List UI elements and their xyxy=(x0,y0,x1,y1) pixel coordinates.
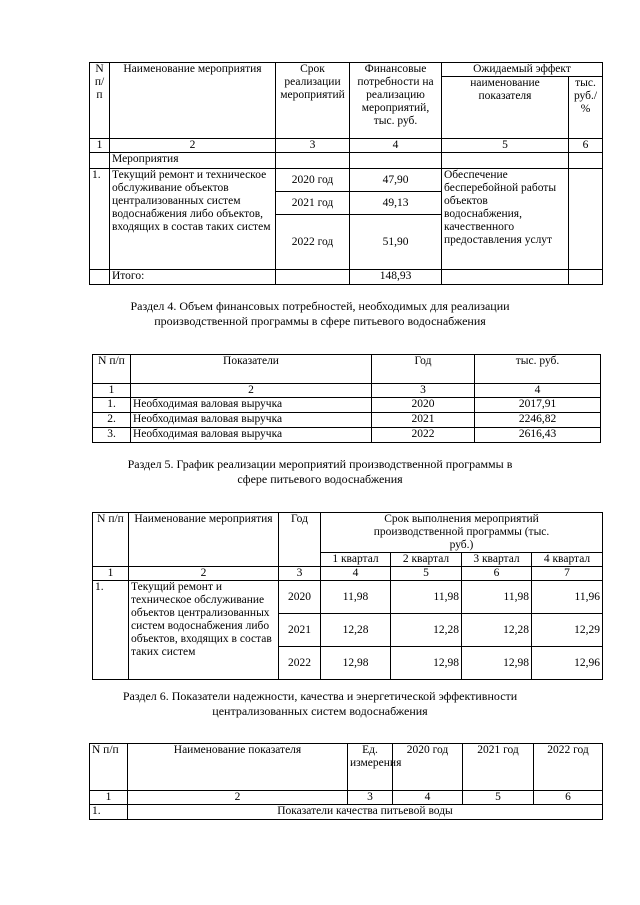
row-number: 1. xyxy=(93,398,131,413)
col-number: 1 xyxy=(90,139,110,153)
col-year-header: 2020 год xyxy=(393,744,463,791)
row-number: 3. xyxy=(93,428,131,443)
col-number: 5 xyxy=(463,791,534,805)
col-number: 5 xyxy=(442,139,569,153)
finance-value: 47,90 xyxy=(350,169,442,192)
col-indicators-header: Показатели xyxy=(131,355,372,384)
quarter-value: 12,96 xyxy=(532,647,603,680)
col-year-header: 2022 год xyxy=(534,744,603,791)
col-n-header: N п/ п xyxy=(90,63,110,139)
sum-value: 2246,82 xyxy=(475,413,601,428)
quarter-value: 11,96 xyxy=(532,581,603,614)
year-cell: 2021 год xyxy=(276,192,350,215)
section-5-caption: Раздел 5. График реализации мероприятий производственной программы в сфере питьевого водоснабжения xyxy=(127,457,513,486)
quarter-header: 4 квартал xyxy=(532,553,603,567)
quarter-value: 11,98 xyxy=(391,581,462,614)
col-number: 1 xyxy=(90,791,128,805)
year-cell: 2021 xyxy=(279,614,321,647)
col-name-header: Наименование мероприятия xyxy=(129,513,279,567)
quarter-value: 12,98 xyxy=(321,647,391,680)
col-unit-header: тыс. руб./ % xyxy=(569,77,603,139)
row-number: 1. xyxy=(93,581,129,680)
col-unit-header: Ед. измерения xyxy=(348,744,393,791)
col-number: 2 xyxy=(129,567,279,581)
year-cell: 2020 xyxy=(279,581,321,614)
col-n-header: N п/п xyxy=(93,355,131,384)
expected-effect: Обеспечение бесперебойной работы объектов водоснабжения, качественного предоставления услут xyxy=(442,169,569,270)
year-cell: 2020 xyxy=(372,398,475,413)
col-term-header: Срок выполнения мероприятий производственной программы (тыс. руб.) xyxy=(321,513,603,553)
measure-name: Текущий ремонт и техническое обслуживание объектов централизованных систем водоснабжения либо объектов, входящих в состав таких систем xyxy=(110,169,276,270)
col-number: 3 xyxy=(372,384,475,398)
col-number: 6 xyxy=(569,139,603,153)
quarter-header: 1 квартал xyxy=(321,553,391,567)
row-number: 2. xyxy=(93,413,131,428)
year-cell: 2021 xyxy=(372,413,475,428)
col-n-header: N п/п xyxy=(90,744,128,791)
col-number: 2 xyxy=(110,139,276,153)
sum-value: 2017,91 xyxy=(475,398,601,413)
schedule-table xyxy=(92,512,603,680)
col-number: 2 xyxy=(131,384,372,398)
row-number: 1. xyxy=(90,169,110,270)
program-measures-table xyxy=(89,62,603,285)
total-value: 148,93 xyxy=(350,270,442,285)
col-number: 3 xyxy=(348,791,393,805)
quarter-value: 12,98 xyxy=(462,647,532,680)
quarter-header: 2 квартал xyxy=(391,553,462,567)
col-number: 1 xyxy=(93,384,131,398)
section-4-caption: Раздел 4. Объем финансовых потребностей, необходимых для реализации производственной программы в сфере питьевого водоснабжения xyxy=(130,299,510,328)
col-number: 4 xyxy=(393,791,463,805)
col-finance-header: Финансовые потребности на реализацию мероприятий, тыс. руб. xyxy=(350,63,442,139)
col-number: 3 xyxy=(276,139,350,153)
col-number: 5 xyxy=(391,567,462,581)
revenue-table xyxy=(92,354,601,443)
indicator-name: Необходимая валовая выручка xyxy=(131,428,372,443)
col-year-header: Год xyxy=(279,513,321,567)
total-label: Итого: xyxy=(110,270,276,285)
quarter-value: 11,98 xyxy=(462,581,532,614)
indicator-name: Необходимая валовая выручка xyxy=(131,398,372,413)
col-sum-header: тыс. руб. xyxy=(475,355,601,384)
year-cell: 2022 xyxy=(372,428,475,443)
col-number: 6 xyxy=(534,791,603,805)
col-indicator-header: наименование показателя xyxy=(442,77,569,139)
col-name-header: Наименование показателя xyxy=(128,744,348,791)
col-number: 4 xyxy=(350,139,442,153)
sum-value: 2616,43 xyxy=(475,428,601,443)
year-cell: 2022 xyxy=(279,647,321,680)
finance-value: 51,90 xyxy=(350,215,442,270)
col-name-header: Наименование мероприятия xyxy=(110,63,276,139)
col-number: 1 xyxy=(93,567,129,581)
measure-name: Текущий ремонт и техническое обслуживание объектов централизованных систем водоснабжения либо объектов, входящих в состав таких систем xyxy=(129,581,279,680)
section-label: Мероприятия xyxy=(110,153,276,169)
col-effect-header: Ожидаемый эффект xyxy=(442,63,603,77)
col-number: 4 xyxy=(321,567,391,581)
quarter-value: 11,98 xyxy=(321,581,391,614)
col-number: 6 xyxy=(462,567,532,581)
year-cell: 2022 год xyxy=(276,215,350,270)
col-year-header: Год xyxy=(372,355,475,384)
quarter-value: 12,98 xyxy=(391,647,462,680)
quality-indicators-table xyxy=(89,743,603,820)
quarter-value: 12,29 xyxy=(532,614,603,647)
col-term-header: Срок реализации мероприятий xyxy=(276,63,350,139)
col-number: 7 xyxy=(532,567,603,581)
col-number: 2 xyxy=(128,791,348,805)
col-n-header: N п/п xyxy=(93,513,129,567)
quarter-value: 12,28 xyxy=(462,614,532,647)
quarter-value: 12,28 xyxy=(391,614,462,647)
year-cell: 2020 год xyxy=(276,169,350,192)
section-6-caption: Раздел 6. Показатели надежности, качества и энергетической эффективности централизованных систем водоснабжения xyxy=(122,689,518,718)
col-number: 4 xyxy=(475,384,601,398)
quarter-value: 12,28 xyxy=(321,614,391,647)
group-label: Показатели качества питьевой воды xyxy=(128,805,603,820)
quarter-header: 3 квартал xyxy=(462,553,532,567)
finance-value: 49,13 xyxy=(350,192,442,215)
col-year-header: 2021 год xyxy=(463,744,534,791)
col-number: 3 xyxy=(279,567,321,581)
row-number: 1. xyxy=(90,805,128,820)
indicator-name: Необходимая валовая выручка xyxy=(131,413,372,428)
